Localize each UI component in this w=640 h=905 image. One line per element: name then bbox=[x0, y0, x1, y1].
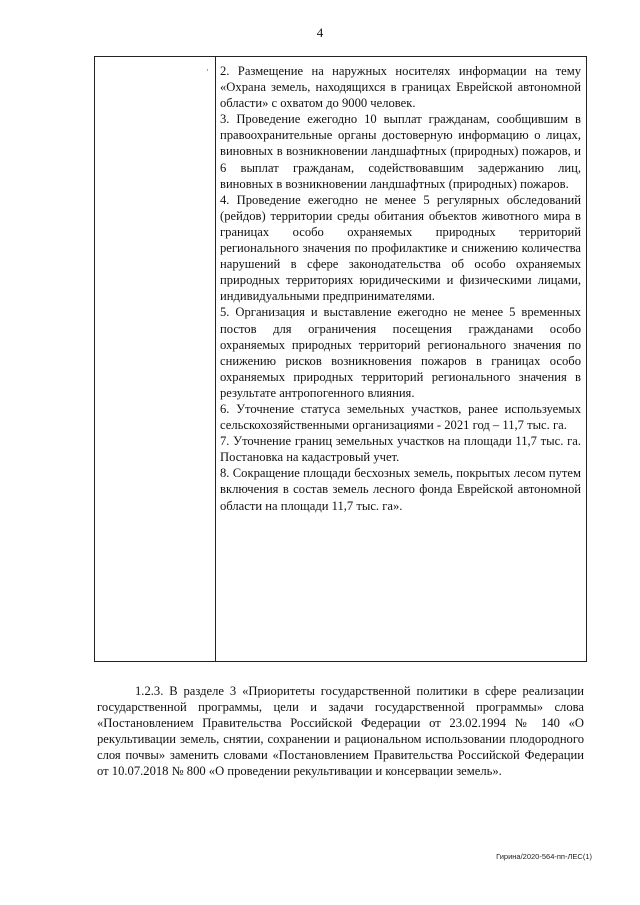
left-cell-mark: · bbox=[206, 65, 209, 75]
page-number: 4 bbox=[316, 25, 324, 40]
list-item: 4. Проведение ежегодно не менее 5 регулярных обследований (рейдов) территории среды обитания объектов животного мира в границах особо охраняемых природных территорий регионального значения по профилактике и снижению количества нарушений в сфере законодательства об особо охраняемых природных территориях юридическими и физическими лицами, индивидуальными предпринимателями. bbox=[220, 192, 581, 304]
table-right-cell bbox=[220, 63, 581, 514]
list-item: 6. Уточнение статуса земельных участков, ранее используемых сельскохозяйственными организациями - 2021 год – 11,7 тыс. га. bbox=[220, 401, 581, 433]
amendment-paragraph bbox=[97, 683, 584, 780]
list-item: 8. Сокращение площади бесхозных земель, покрытых лесом путем включения в состав земель лесного фонда Еврейской автономной области на площади 11,7 тыс. га». bbox=[220, 466, 581, 513]
column-divider bbox=[215, 57, 216, 661]
list-item: 3. Проведение ежегодно 10 выплат гражданам, сообщившим в правоохранительные органы достоверную информацию о лицах, виновных в возникновении ландшафтных (природных) пожаров, и 6 выплат гражданам, содействовавшим задержанию лиц, виновных в возникновении ландшафтных (природных) пожаров. bbox=[220, 112, 581, 191]
list-item: 2. Размещение на наружных носителях информации на тему «Охрана земель, находящихся в границах Еврейской автономной области» с охватом до 9000 человек. bbox=[220, 64, 581, 111]
list-item: 5. Организация и выставление ежегодно не менее 5 временных постов для ограничения посещения гражданами особо охраняемых природных территорий регионального значения по снижению рисков возникновения пожаров в границах особо охраняемых природных территорий регионального значения в результате антропогенного влияния. bbox=[220, 305, 581, 400]
paragraph-text: 1.2.3. В разделе 3 «Приоритеты государственной политики в сфере реализации государственной программы, цели и задачи государственной программы» слова «Постановлением Правительства Российской Федерации от 23.02.1994 № 140 «О рекультивации земель, снятии, сохранении и рациональном использовании плодородного слоя почвы» заменить словами «Постановлением Правительства Российской Федерации от 10.07.2018 № 800 «О проведении рекультивации и консервации земель». bbox=[97, 684, 584, 779]
program-table bbox=[94, 56, 587, 662]
list-item: 7. Уточнение границ земельных участков на площади 11,7 тыс. га. Постановка на кадастровый учет. bbox=[220, 434, 581, 465]
footer-document-code: Гирина/2020-564-пп-ЛЕС(1) bbox=[496, 852, 592, 861]
